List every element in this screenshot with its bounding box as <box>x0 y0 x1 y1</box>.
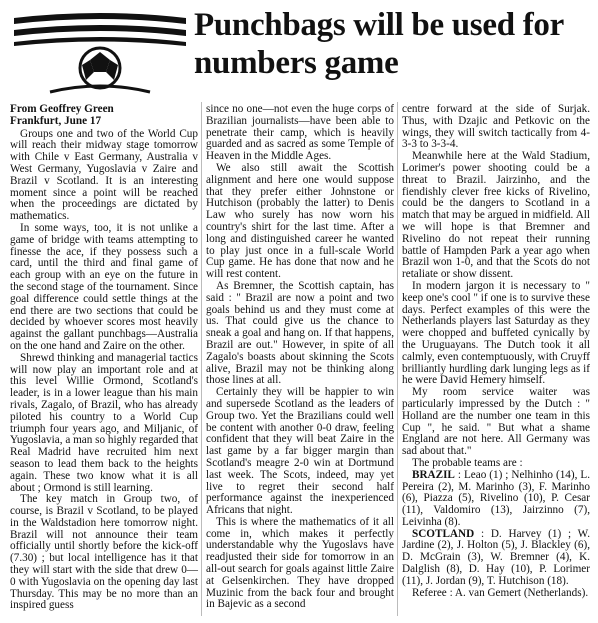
column-divider <box>397 102 398 616</box>
newspaper-article <box>8 4 592 619</box>
paragraph: centre forward at the side of Surjak. Thus, with Dzajic and Petkovic on the wings, they will switch tactically from 4-3-3 to 3-3-4. <box>402 103 590 151</box>
paragraph: We also still await the Scottish alignment and here one would suppose that they prefer either Johnstone or Hutchison (probably the latter) to Denis Law who surely has now worn his country's shirt for the last time. After a long and distinguished career he wanted to play just once in a full-scale World Cup game. He has done that now and he will rest content. <box>206 161 394 281</box>
paragraph: Shrewd thinking and managerial tactics will now play an important role and at this level Willie Ormond, Scotland's leader, is in a lower league than his main rivals, Zagalo, of Brazil, who has already piloted his country to a World Cup triumph four years ago, and Miljanic, of Yugoslavia, a man so highly regarded that Real Madrid have recruited him next season to lead them back to the heights again. These two know what it is all about ; Ormond is still learning. <box>10 351 198 494</box>
team-lineup: : D. Harvey (1) ; W. Jardine (2), J. Holton (5), J. Blackley (6), D. McGrain (3), W. Bremner (4), K. Dalglish (8), D. Hay (10), P. Lorimer (11), J. Jordan (9), T. Hutchison (18). <box>402 527 591 587</box>
paragraph: The key match in Group two, of course, is Brazil v Scotland, to be played in the Waldstadion here tomorrow night. Brazil will not announce their team officially until shortly before the kick-off (7.30) ; but local intelligence has it that they will start with the side that drew 0—0 with Yugoslavia on the opening day last Thursday. This may be no more than an inspired guess <box>10 493 198 612</box>
team-lineup: : Leao (1) ; Nelhinho (14), L. Pereira (2), M. Marinho (3), F. Marinho (6), Piazza (5), Rivelino (10), P. Cesar (11), Valdomiro (13), Jairzinno (7), Leivinha (8). <box>402 468 590 528</box>
paragraph: As Bremner, the Scottish captain, has said : " Brazil are now a point and two goals behind us and they must come at us. That could give us the chance to sneak a goal and hang on. If that happens, Brazil are out." However, in spite of all Zagalo's boasts about skinning the Scots alive, Brazil may not be thinking along those lines at all. <box>206 279 394 387</box>
paragraph: In some ways, too, it is not unlike a game of bridge with teams attempting to finesse the ace, if they possess such a card, until the third and final game of each group with an eye on the future in the second stage of the tournament. Since goal difference could settle things at the end there are two sections that could be decided by whoever scores most heavily against the gallant punchbags—Australia on the one hand and Zaire on the other. <box>10 221 198 352</box>
column-2 <box>206 104 394 611</box>
team-label: BRAZIL <box>412 468 455 481</box>
column-3 <box>402 104 590 599</box>
paragraph: Certainly they will be happier to win and supersede Scotland as the leaders of Group two. Yet the Brazilians could well be content with another 0-0 draw, feeling confident that they will beat Zaire in the last game by a far bigger margin than Scotland's meagre 2-0 win at Dortmund last week. The Scots, indeed, may yet live to regret their second half performance against the inexperienced Africans that night. <box>206 386 394 517</box>
dateline: Frankfurt, June 17 <box>10 114 102 127</box>
column-1 <box>10 104 198 612</box>
world-cup-logo-icon <box>10 10 190 98</box>
paragraph: Groups one and two of the World Cup will reach their midway stage tomorrow with Chile v East Germany, Australia v West Germany, Yugoslavia v Zaire and Brazil v Scotland. It is an interesting moment since a point will be reached when the proceedings are dictated by mathematics. <box>10 127 198 223</box>
referee: Referee : A. van Gemert (Netherlands). <box>412 586 589 599</box>
column-divider <box>201 102 202 616</box>
paragraph: My room service waiter was particularly impressed by the Dutch : " Holland are the number one team in this Cup ", he said. " But what a shame England are not here. All Germany was sad about that." <box>402 386 590 458</box>
paragraph: The probable teams are : <box>412 456 523 469</box>
paragraph: In modern jargon it is necessary to " keep one's cool " if one is to survive these days. Perfect examples of this were the Netherlands players last Saturday as they were chopped and buffeted cynically by the Uruguayans. The Dutch took it all calmly, even contemptuously, with Cruyff brilliantly hurdling dark lunging legs as if he were David Hemery himself. <box>402 279 590 387</box>
team-brazil <box>402 470 590 529</box>
headline: Punchbags will be used for numbers game <box>194 7 564 81</box>
paragraph: Meanwhile here at the Wald Stadium, Lorimer's power shooting could be a threat to Brazil. Jairzinho, and the fiendishly clever free kicks of Rivelino, could be the dangers to Scotland in a match that may be argued in midfield. All we will hope is that Bremner and Rivelino do not repeat their running battle of Hampden Park a year ago when Brazil won 1-0, and that the Scots do not retaliate or show dissent. <box>402 150 590 281</box>
team-scotland <box>402 529 590 588</box>
byline: From Geoffrey Green <box>10 103 114 115</box>
team-label: SCOTLAND <box>412 527 475 540</box>
paragraph: This is where the mathematics of it all come in, which makes it perfectly understandable why the Yugoslavs have readjusted their side for tomorrow in an all-out search for goals against little Zaire at Gelsenkirchen. They have dropped Muzinic from the back four and brought in Bajevic as a second <box>206 515 394 611</box>
paragraph: since no one—not even the huge corps of Brazilian journalists—have been able to penetrate their camp, which is heavily guarded and as sacred as some Temple of Heaven in the Middle Ages. <box>206 103 394 163</box>
